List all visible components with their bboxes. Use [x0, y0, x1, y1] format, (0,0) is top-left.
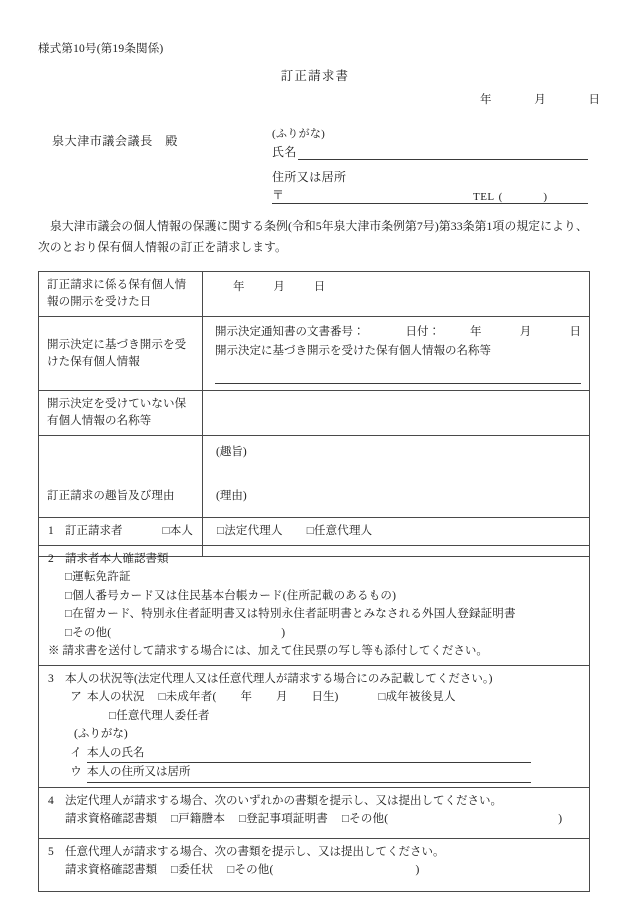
header-date-month: 月	[534, 94, 546, 106]
checkbox-drivers-license[interactable]: □運転免許証	[65, 571, 131, 583]
table-row	[39, 838, 590, 891]
applicant-name-label: 氏名	[272, 145, 297, 159]
item-3-a-label: 本人の状況	[87, 691, 145, 703]
notice-doc-number-label: 開示決定通知書の文書番号：	[215, 326, 365, 338]
notice-doc-number-line	[215, 323, 581, 342]
disclosure-date-month: 月	[273, 281, 285, 293]
header-date-line	[480, 91, 600, 107]
applicant-name-input[interactable]	[298, 145, 588, 160]
item-3-u-row	[48, 763, 581, 783]
item-3-number: 3	[48, 672, 54, 685]
item-1-number: 1	[48, 525, 54, 537]
item-2-other-row[interactable]	[48, 624, 581, 643]
item-5-cell	[39, 838, 590, 891]
item-5-docs-label: 請求資格確認書類	[65, 864, 157, 876]
notice-date-label: 日付：	[405, 326, 440, 338]
item-1-cell	[39, 518, 590, 546]
minor-birth-year: 年	[240, 691, 252, 703]
item-5-number: 5	[48, 845, 54, 858]
item-3-sub-u: ウ	[70, 766, 82, 778]
item-4-number: 4	[48, 794, 54, 807]
applicant-address-row[interactable]	[272, 186, 588, 204]
item-4-title: 法定代理人が請求する場合、次のいずれかの書類を提示し、又は提出してください。	[65, 794, 502, 807]
row-value-undisclosed-info[interactable]	[203, 391, 590, 436]
person-address-field[interactable]: 本人の住所又は居所	[87, 763, 531, 783]
row-label-undisclosed-info: 開示決定を受けていない保有個人情報の名称等	[39, 391, 203, 436]
table-row	[39, 545, 590, 665]
tel-paren-close: )	[543, 191, 552, 203]
addressee: 泉大津市議会議長 殿	[52, 134, 179, 148]
intro-line-2: 次のとおり保有個人情報の訂正を請求します。	[38, 240, 287, 254]
item-2-number: 2	[48, 552, 54, 565]
table-row	[39, 317, 590, 391]
row-label-disclosure-date: 訂正請求に係る保有個人情報の開示を受けた日	[39, 272, 203, 317]
minor-birth-month: 月	[275, 691, 288, 703]
minor-birth-day: 日生)	[311, 691, 339, 703]
disclosed-info-name-label: 開示決定に基づき開示を受けた保有個人情報の名称等	[215, 345, 491, 357]
item-4-docs-label: 請求資格確認書類	[65, 813, 157, 825]
item-2-title: 請求者本人確認書類	[65, 552, 169, 565]
item-3-sub-i: イ	[70, 746, 82, 759]
item-5-other-close: )	[415, 864, 420, 876]
checkbox-mynumber-card[interactable]: □個人番号カード又は住民基本台帳カード(住所記載のあるもの)	[65, 589, 397, 602]
person-name-field[interactable]: 本人の氏名	[87, 744, 531, 764]
table-row	[39, 518, 590, 546]
item-2-cell	[39, 545, 590, 665]
checkbox-other[interactable]: □その他(	[227, 864, 274, 876]
checkbox-power-of-attorney[interactable]: □委任状	[171, 864, 214, 876]
checkbox-minor[interactable]: □未成年者(	[158, 691, 217, 703]
applicant-block	[272, 126, 588, 204]
row-value-disclosure-date[interactable]	[203, 272, 590, 317]
checkbox-other[interactable]: □その他(	[65, 626, 112, 639]
item-3-cell	[39, 665, 590, 787]
item-4-cell	[39, 787, 590, 838]
table-row	[39, 665, 590, 787]
item-3-sub-a: ア	[70, 691, 82, 703]
notice-date-day: 日	[569, 326, 581, 338]
applicant-name-row	[272, 143, 588, 160]
header-date-day: 日	[588, 94, 600, 106]
applicant-address-label: 住所又は居所	[272, 170, 347, 184]
notice-date-year: 年	[470, 326, 482, 338]
tel-label: TEL	[472, 191, 495, 203]
checkbox-voluntary-rep[interactable]: □任意代理人	[306, 525, 373, 537]
furigana-label: (ふりがな)	[272, 128, 326, 140]
postal-mark-icon: 〒	[272, 188, 285, 202]
row-label-purpose-reason: 訂正請求の趣旨及び理由	[39, 436, 203, 557]
page-title: 訂正請求書	[280, 69, 350, 83]
row-label-disclosed-info: 開示決定に基づき開示を受けた保有個人情報	[39, 317, 203, 391]
table-row	[39, 391, 590, 436]
item-5-title: 任意代理人が請求する場合、次の書類を提示し、又は提出してください。	[65, 845, 445, 858]
checkbox-delegator[interactable]: □任意代理人委任者	[109, 709, 210, 722]
disclosure-date-day: 日	[313, 281, 326, 293]
item-2-other-close: )	[281, 626, 286, 639]
header-date-year: 年	[480, 94, 492, 106]
checkbox-adult-ward[interactable]: □成年被後見人	[378, 691, 456, 703]
disclosure-date-year: 年	[233, 281, 245, 293]
item-4-other-close: )	[558, 813, 563, 825]
checkbox-other[interactable]: □その他(	[342, 813, 389, 825]
item-3-furigana-label: (ふりがな)	[74, 728, 128, 740]
item-2-note: ※ 請求書を送付して請求する場合には、加えて住民票の写し等も添付してください。	[48, 645, 488, 657]
tel-paren-open: (	[498, 191, 508, 203]
main-form-table	[38, 271, 590, 557]
checkbox-residence-card[interactable]: □在留カード、特別永住者証明書又は特別永住者証明書とみなされる外国人登録証明書	[65, 608, 516, 620]
checkbox-self[interactable]: □本人	[162, 525, 194, 537]
intro-line-1: 泉大津市議会の個人情報の保護に関する条例(令和5年泉大津市条例第7号)第33条第1項の規定により、	[50, 219, 588, 233]
items-table	[38, 517, 590, 892]
row-value-disclosed-info[interactable]	[203, 317, 590, 391]
disclosed-info-name-input[interactable]	[215, 367, 581, 384]
item-3-title: 本人の状況等(法定代理人又は任意代理人が請求する場合にのみ記載してください。)	[65, 672, 493, 685]
item-3-i-row	[48, 744, 581, 764]
table-row	[39, 272, 590, 317]
item-4-docs-row	[48, 810, 581, 829]
table-row	[39, 787, 590, 838]
reason-label: (理由)	[216, 490, 247, 502]
item-3-a-row	[48, 688, 581, 707]
item-1-title: 訂正請求者	[65, 525, 123, 537]
purpose-label: (趣旨)	[216, 446, 247, 458]
notice-date-month: 月	[519, 326, 532, 338]
checkbox-registration-cert[interactable]: □登記事項証明書	[238, 813, 328, 825]
item-5-docs-row	[48, 861, 581, 880]
checkbox-legal-rep[interactable]: □法定代理人	[217, 525, 283, 537]
intro-paragraph	[38, 216, 594, 258]
form-number: 様式第10号(第19条関係)	[38, 43, 164, 55]
checkbox-family-register[interactable]: □戸籍謄本	[171, 813, 225, 825]
disclosure-date-fields	[233, 278, 361, 297]
